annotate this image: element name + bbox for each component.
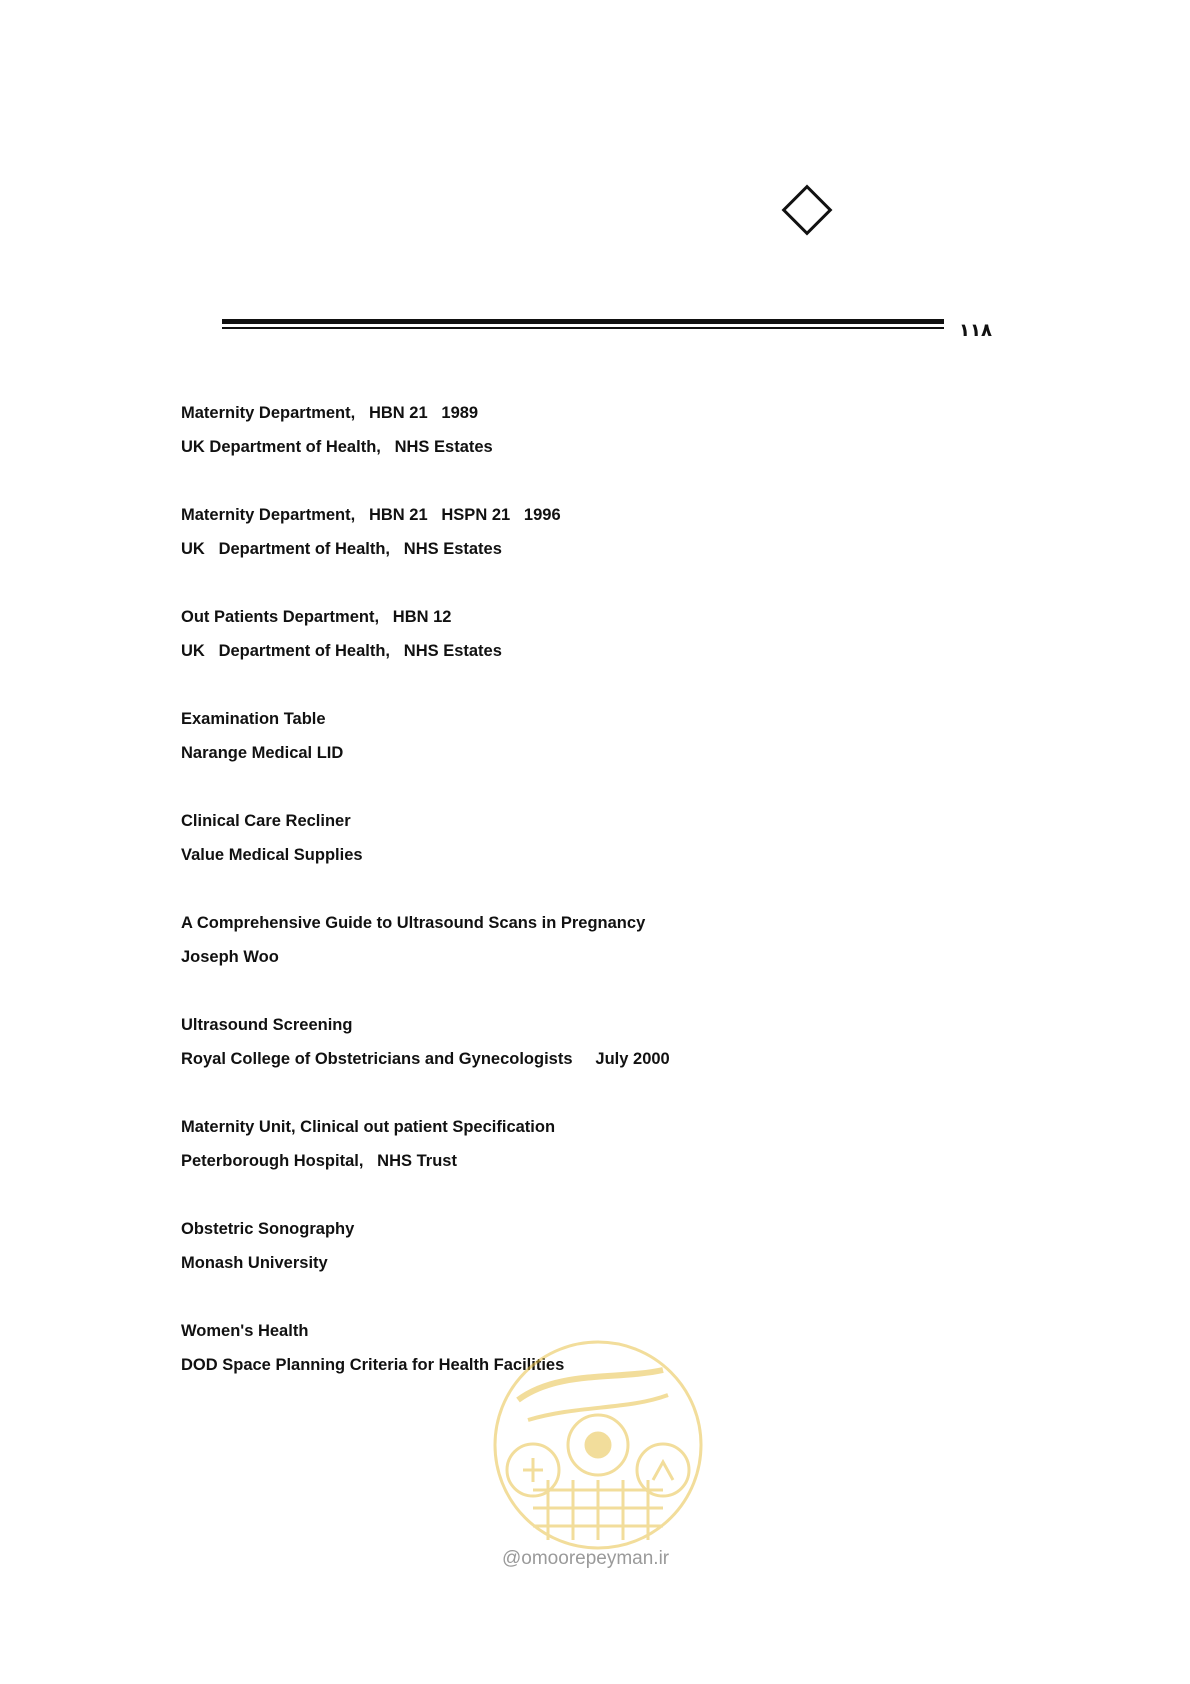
watermark-text: @omoorepeyman.ir xyxy=(502,1548,670,1569)
reference-source: DOD Space Planning Criteria for Health Facilities xyxy=(181,1356,565,1374)
reference-item xyxy=(181,600,1001,668)
reference-title: Out Patients Department, HBN 12 xyxy=(181,608,452,626)
reference-title: Clinical Care Recliner xyxy=(181,812,351,830)
reference-source: UK Department of Health, NHS Estates xyxy=(181,438,493,456)
reference-item xyxy=(181,498,1001,566)
reference-source: Narange Medical LID xyxy=(181,744,344,762)
reference-source: Value Medical Supplies xyxy=(181,846,363,864)
reference-source: Monash University xyxy=(181,1254,328,1272)
header-rule-thick xyxy=(222,319,944,324)
reference-title: Examination Table xyxy=(181,710,326,728)
reference-title: Maternity Department, HBN 21 1989 xyxy=(181,404,479,422)
reference-title: Women's Health xyxy=(181,1322,309,1340)
reference-source: Joseph Woo xyxy=(181,948,279,966)
reference-item xyxy=(181,804,1001,872)
references-list xyxy=(181,396,1001,1416)
reference-item xyxy=(181,1212,1001,1280)
reference-item xyxy=(181,396,1001,464)
reference-title: Maternity Unit, Clinical out patient Specification xyxy=(181,1118,556,1136)
reference-title: Ultrasound Screening xyxy=(181,1016,353,1034)
reference-source: Royal College of Obstetricians and Gynecologists July 2000 xyxy=(181,1050,670,1068)
reference-item xyxy=(181,1008,1001,1076)
page-number: ١١٨ xyxy=(959,320,992,341)
watermark-logo-icon xyxy=(488,1330,708,1580)
reference-title: Obstetric Sonography xyxy=(181,1220,355,1238)
reference-item xyxy=(181,1110,1001,1178)
reference-item xyxy=(181,702,1001,770)
reference-source: Peterborough Hospital, NHS Trust xyxy=(181,1152,457,1170)
reference-source: UK Department of Health, NHS Estates xyxy=(181,540,502,558)
reference-item xyxy=(181,906,1001,974)
reference-title: A Comprehensive Guide to Ultrasound Scans in Pregnancy xyxy=(181,914,646,932)
diamond-ornament-icon xyxy=(782,185,833,236)
reference-title: Maternity Department, HBN 21 HSPN 21 1996 xyxy=(181,506,561,524)
header-rule-thin xyxy=(222,327,944,329)
reference-source: UK Department of Health, NHS Estates xyxy=(181,642,502,660)
